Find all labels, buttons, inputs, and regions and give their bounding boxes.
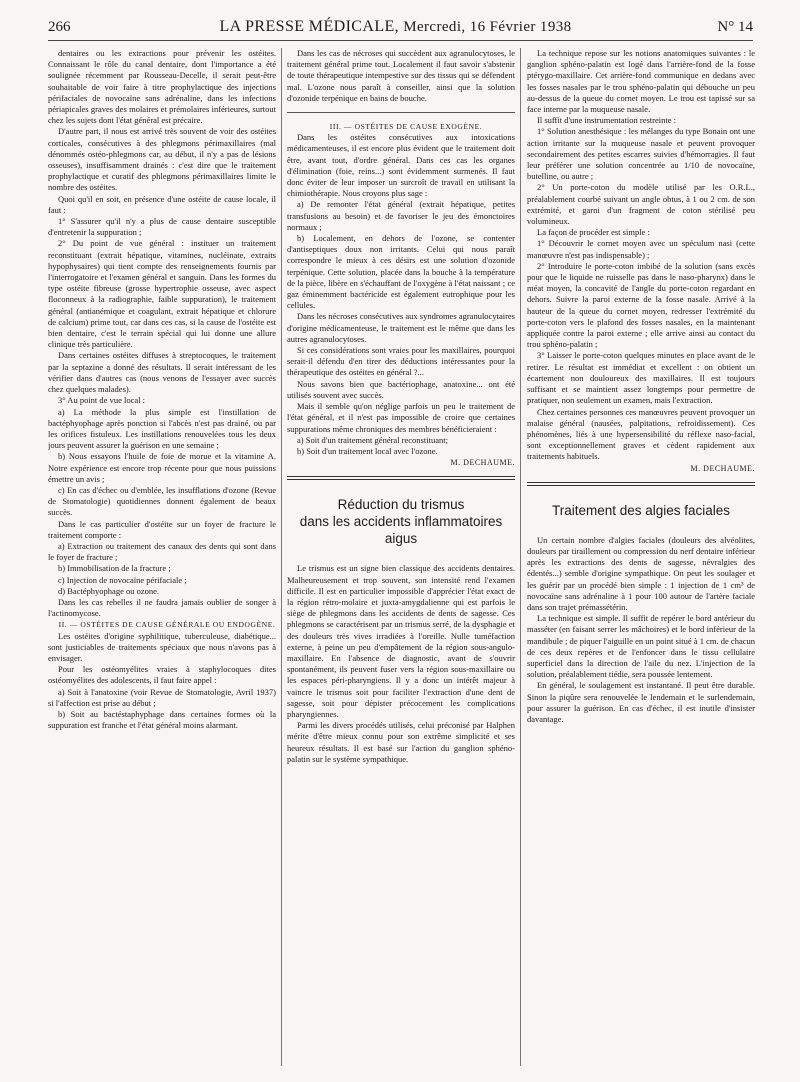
column-middle — [287, 48, 515, 1066]
column-right — [527, 48, 755, 1066]
paragraph: La façon de procéder est simple : — [537, 227, 650, 238]
paragraph: Dans les nécroses consécutives aux syndromes agranulocytaires d'origine médicamenteuse, le traitement est le même que dans les autres agranulocytoses. — [287, 311, 515, 344]
article-title-line: dans les accidents inflammatoires aigus — [299, 514, 503, 547]
paragraph: 1° S'assurer qu'il n'y a plus de cause dentaire susceptible d'entretenir la suppuration ; — [48, 216, 276, 238]
paragraph: 3° Laisser le porte-coton quelques minutes en place avant de le retirer. Le résultat est immédiat et excellent : on obtient un écartement non douloureux des maxillaires. Il est toujours suffisant et se maintient assez longtemps pour permettre de pratiquer, non seulement un examen, mais l'extraction. — [527, 350, 755, 406]
paragraph: La technique est simple. Il suffit de repérer le bord antérieur du masséter (en faisant serrer les mâchoires) et le bord inférieur de la mandibule ; de piquer l'aiguille en un point situé à 1 cm. de chacun de ces deux repères et de l'enfoncer dans le tissu cellulaire superficiel dans la direction de l'aile du nez. L'injection de la solution, préalablement tiédie, sera poussée lentement. — [527, 613, 755, 680]
issue-number: N° 14 — [717, 19, 753, 35]
paragraph: 2° Du point de vue général : instituer un traitement reconstituant (extrait hépatique, vitamines, nucléinate, extraits hypophysaires) qui tient compte des renseignements fournis par l'interrogatoire et l'examen général et sanguin. Dans les formes du type ostéite fibreuse (grosse hypertrophie osseuse, avec aspect floconneux à la radiographie, faible suppuration), le traitement général (antianémique et coagulant, extrait hépatique et chlorure de calcium) prime tout, car dans ces cas, si la cause de l'ostéite est bien dentaire, c'est le terrain spécial qui lui donne une allure clinique très particulière. — [48, 238, 276, 350]
paragraph: c) Injection de novocaïne périfaciale ; — [58, 574, 187, 585]
paragraph: dentaires ou les extractions pour prévenir les ostéites. Connaissant le rôle du canal dentaire, dont l'importance a été soulignée récemment par Rousseau-Decelle, il serait peut-être souhaitable de voir faire à titre prophylactique des injections périfaciales de novocaïne sans adrénaline, dans les infections périapicales graves des molaires et prémolaires inférieures, surtout chez les sujets dont l'état général est précaire. — [48, 48, 276, 126]
masthead — [98, 18, 693, 36]
paragraph: b) Soit au bactéstaphyphage dans certaines formes où la suppuration est franche et l'état général moins alarmant. — [48, 708, 276, 731]
paragraph: b) Soit d'un traitement local avec l'ozone. — [297, 445, 438, 456]
article-title-line: Réduction du trismus — [337, 497, 465, 513]
column-divider — [281, 48, 282, 1066]
paragraph: Dans les cas de nécroses qui succèdent aux agranulocytoses, le traitement général prime tout. Localement il faut savoir s'abstenir de toute thérapeutique intempestive sur des tissus qui se défendent mal. L'ozone nous paraît à conseiller, ainsi que la solution d'ozonide terpénique en bains de bouche. — [287, 48, 515, 103]
paragraph: Quoi qu'il en soit, en présence d'une ostéite de cause locale, il faut : — [48, 193, 276, 215]
author-signature: M. DECHAUME. — [690, 463, 755, 473]
page-number: 266 — [48, 19, 71, 35]
paragraph: Mais il semble qu'on néglige parfois un peu le traitement de l'état général, et il n'est pas impossible de croire que certaines suppurations même chroniques des membres bénéficieraient : — [287, 401, 515, 434]
paragraph: b) Localement, en dehors de l'ozone, se contenter d'antiseptiques doux non irritants. Celui qui nous paraît correspondre le mieux à ces désirs est une solution d'ozonide terpénique. Cette solution, placée dans la bouche à la température de la pièce, libère en s'échauffant de l'oxygène à l'état naissant ; ce gaz éminemment bactéricide est également eutrophique pour les cellules. — [287, 233, 515, 311]
paragraph: Dans le cas particulier d'ostéite sur un foyer de fracture le traitement comporte : — [48, 518, 276, 540]
paragraph: En général, le soulagement est instantané. Il peut être durable. Sinon la piqûre sera renouvelée le lendemain et le surlendemain, pour assurer la guérison. En cas d'échec, il est inutile d'insister davantage. — [527, 680, 755, 724]
paragraph: 3° Au point de vue local : — [58, 395, 145, 406]
paragraph: d) Bactéphyophage ou ozone. — [58, 585, 160, 596]
paragraph: Dans les cas rebelles il ne faudra jamais oublier de songer à l'actinomycose. — [48, 596, 276, 619]
paragraph: a) De remonter l'état général (extrait hépatique, petites transfusions au besoin) et de favoriser le jeu des émonctoires normaux ; — [287, 199, 515, 232]
paragraph: Nous savons bien que bactériophage, anatoxine... ont été utilisés souvent avec succès. — [287, 378, 515, 400]
section-heading: III. — OSTÉITES DE CAUSE EXOGÈNE. — [329, 122, 483, 132]
section-heading: II. — OSTÉITES DE CAUSE GÉNÉRALE OU ENDOGÈNE. — [58, 620, 276, 630]
paragraph: La technique repose sur les notions anatomiques suivantes : le ganglion sphéno-palatin est logé dans l'arrière-fond de la fosse ptérygo-maxillaire. Cet arrière-fond communique en dedans avec les fosses nasales par le trou sphéno-palatin qui débouche un peu au-dessus de la queue du cornet moyen. Le trou est tapissé sur sa face interne par la muqueuse nasale. — [527, 48, 755, 115]
paragraph: Dans certaines ostéites diffuses à streptocoques, le traitement par la septazine a donné des résultats. Il serait intéressant de les vérifier dans d'autres cas (nous venons de l'essayer avec succès chez quelques malades). — [48, 350, 276, 395]
paragraph: a) Extraction ou traitement des canaux des dents qui sont dans le foyer de fracture ; — [48, 540, 276, 563]
paragraph: 1° Solution anesthésique : les mélanges du type Bonain ont une action irritante sur la muqueuse nasale et peuvent provoquer secondairement des petites escarres suivies d'hémorragies. Il faut leur préférer une solution concentrée au 1/10 de novocaïne, butelline, ou autre ; — [527, 126, 755, 182]
issue-date: Mercredi, 16 Février 1938 — [403, 19, 572, 35]
paragraph: Chez certaines personnes ces manœuvres peuvent provoquer un malaise général (nausées, palpitations, refroidissement). Ces phénomènes, liés à une hypersensibilité du réflexe naso-facial, sont exceptionnellement graves et cèdent rapidement aux traitements habituels. — [527, 406, 755, 462]
article-title — [527, 502, 755, 519]
paragraph: 2° Introduire le porte-coton imbibé de la solution (sans excès pour que le liquide ne ruisselle pas dans le naso-pharynx) dans le méat moyen, la concavité de l'angle du porte-coton regardant en dehors. Suivre la paroi externe de la fosse nasale. Arrivé à la hauteur de la queue du cornet moyen, redresser l'extrémité du porte-coton vers le plafond des fosses nasales, en la maintenant appliquée contre la paroi externe ; elle arrive ainsi au contact du trou sphéno-palatin ; — [527, 260, 755, 350]
paragraph: Les ostéites d'origine syphilitique, tuberculeuse, diabétique... sont justiciables de traitements spéciaux que nous n'avons pas à envisager. — [48, 630, 276, 663]
section-rule — [287, 112, 515, 113]
paragraph: D'autre part, il nous est arrivé très souvent de voir des ostéites corticales, consécutives à des phlegmons périmaxillaires (mal dénommés ostéo-phlegmons car, au début, il n'y a pas de lésions osseuses), insuffisamment drainés : c'est dire que le traitement prophylactique et curatif des phlegmons périmaxillaires limite le nombre des ostéites. — [48, 126, 276, 193]
header-rule — [48, 40, 753, 41]
paragraph: b) Immobilisation de la fracture ; — [58, 563, 171, 574]
paragraph: a) Soit à l'anatoxine (voir Revue de Stomatologie, Avril 1937) si l'affection est prise au début ; — [48, 686, 276, 708]
article-title — [287, 496, 515, 547]
paragraph: Si ces considérations sont vraies pour les maxillaires, pourquoi serait-il défendu d'en tirer des déductions intéressantes pour la thérapeutique des ostéites en général ?... — [287, 345, 515, 378]
column-left — [48, 48, 276, 1066]
journal-title: LA PRESSE MÉDICALE, — [219, 18, 400, 35]
paragraph: c) En cas d'échec ou d'emblée, les insufflations d'ozone (Revue de Stomatologie) quotidiennes donnent également de beaux succès. — [48, 484, 276, 518]
article-separator — [287, 476, 515, 480]
paragraph: 2° Un porte-coton du modèle utilisé par les O.R.L., préalablement courbé suivant un angle obtus, à 1 ou 2 cm. de son extrémité, et garni d'un fragment de coton stérilisé peu volumineux. — [527, 182, 755, 227]
article-separator — [527, 482, 755, 486]
article-title-line: Traitement des algies faciales — [551, 502, 731, 518]
paragraph: a) La méthode la plus simple est l'instillation de bactéphyophage après ponction si l'abcès n'est pas drainé, ou par les orifices fistuleux. Les instillations renouvelées tous les deux jours peuvent assurer la guérison en une semaine ; — [48, 406, 276, 451]
page-header — [48, 18, 753, 40]
paragraph: a) Soit d'un traitement général reconstituant; — [297, 434, 448, 445]
paragraph: Un certain nombre d'algies faciales (douleurs des alvéolites, douleurs par tiraillement ou compression du nerf dentaire inférieur après les extractions des dents de sagesse, névralgies des édentés...) semble d'origine sympathique. On peut les soulager et les guérir par un procédé bien simple : 1 injection de 1 cm³ de novocaïne sans adrénaline à 1 pour 100 autour de l'artère faciale dans son trajet prémassétérin. — [527, 534, 755, 612]
paragraph: Dans les ostéites consécutives aux intoxications médicamenteuses, il est encore plus évident que le traitement doit être, avant tout, d'ordre général. Dans ces cas les organes d'élimination (foie, reins...) sont évidemment surmenés. Il faut donc éviter de leur imposer un surcroît de travail en utilisant la chimiothérapie. Nous croyons plus sage : — [287, 132, 515, 199]
column-divider — [520, 48, 521, 1066]
paragraph: Pour les ostéomyélites vraies à staphylocoques dites ostéomyélites des adolescents, il faut faire appel : — [48, 664, 276, 686]
paragraph: Il suffit d'une instrumentation restreinte : — [537, 115, 676, 126]
paragraph: b) Nous essayons l'huile de foie de morue et la vitamine A. Notre expérience est encore trop récente pour que nous puissions émettre un avis ; — [48, 451, 276, 484]
paragraph: Le trismus est un signe bien classique des accidents dentaires. Malheureusement et trop souvent, son intensité rend l'examen difficile. Il est en particulier impossible d'apprécier l'état exact de la région rétro-molaire et juxta-amygdalienne qui est parfois le siège de phlegmons dans les accidents de dents de sagesse. Ces phlegmons se caractérisent par un trismus serré, de la dysphagie et des douleurs très vives irradiées à l'oreille. Nulle tuméfaction externe, à peine un peu d'empâtement de la région sous-angulo-maxillaire. En l'absence de diagnostic, avant de s'ouvrir spontanément, ils peuvent fuser vers la région sous-maxillaire ou les espaces péri-pharyngiens. Il y a donc un intérêt majeur à vaincre le trismus soit pour faciliter l'extraction d'une dent de sagesse, soit pour dépister précocement les complications pharyngiennes. — [287, 563, 515, 719]
author-signature: M. DECHAUME. — [450, 458, 515, 468]
paragraph: 1° Découvrir le cornet moyen avec un spéculum nasi (cette manœuvre n'est pas indispensable) ; — [527, 238, 755, 260]
paragraph: Parmi les divers procédés utilisés, celui préconisé par Halphen mérite d'être mieux connu pour son extrême simplicité et ses heureux résultats. Il est basé sur l'action du ganglion sphéno-palatin sur le système sympathique. — [287, 720, 515, 764]
